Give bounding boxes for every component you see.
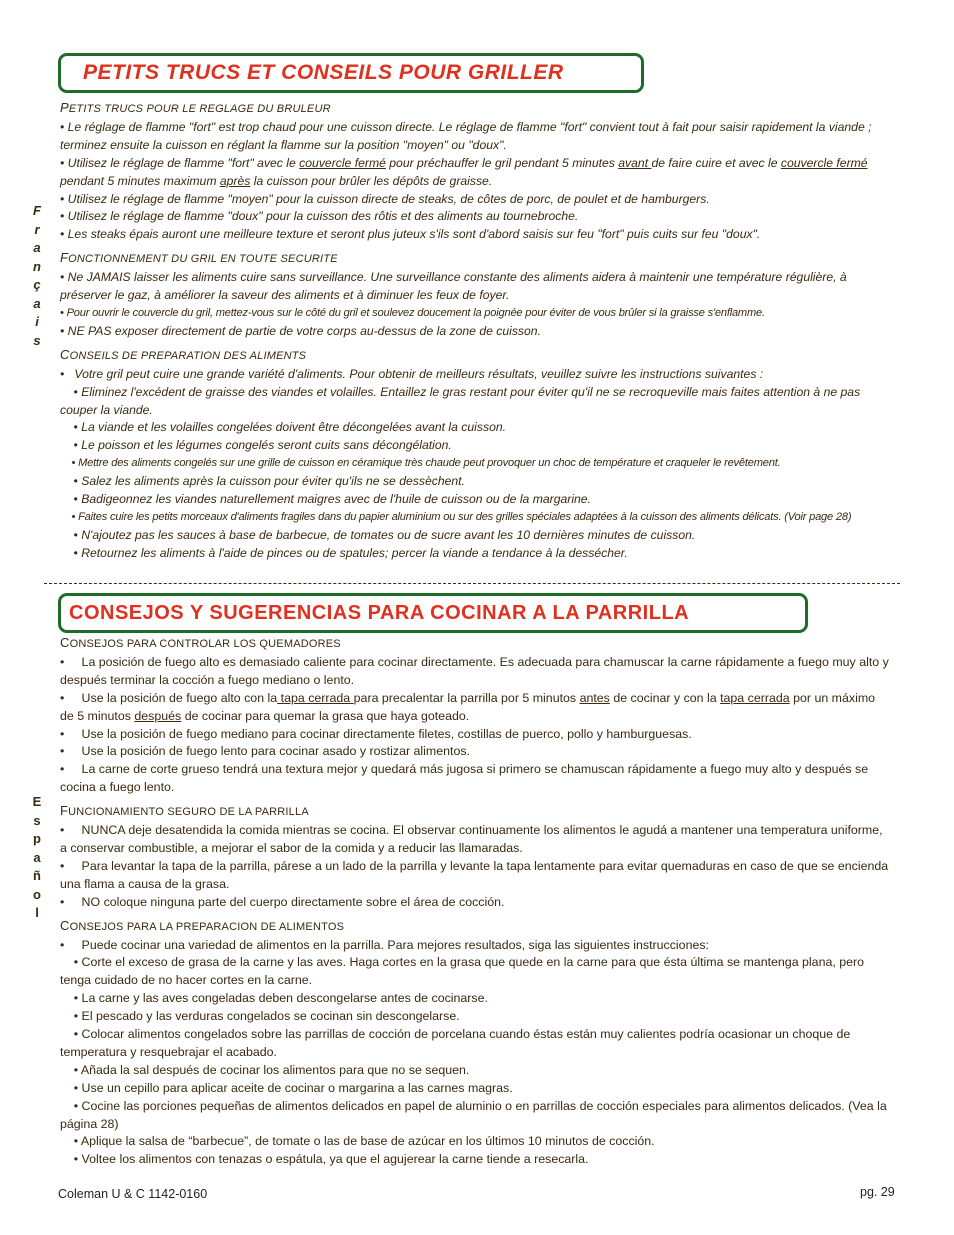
spanish-subheading-preparation bbox=[60, 917, 892, 937]
bullet: • Use un cepillo para aplicar aceite de cocinar o margarina a las carnes magras. bbox=[60, 1080, 513, 1095]
bullet: • Añada la sal después de cocinar los alimentos para que no se sequen. bbox=[60, 1062, 470, 1077]
bullet: • Faites cuire les petits morceaux d'aliments fragiles dans du papier aluminium ou sur des grilles spéciales adaptées à la cuisson des aliments délicats. (Voir page 28) bbox=[60, 510, 852, 523]
bullet-text: pour préchauffer le gril pendant 5 minutes bbox=[385, 155, 619, 170]
side-letter: a bbox=[33, 849, 41, 865]
subheading-initial: F bbox=[60, 803, 69, 819]
subheading-initial: P bbox=[60, 100, 69, 115]
underlined-text: tapa cerrada bbox=[720, 690, 790, 705]
bullet: • Le réglage de flamme "fort" est trop chaud pour une cuisson directe. Le réglage de flamme "fort" convient tout à fait pour saisir rapidement la viande ; terminez ensuite la cuisson en réglant la flamme sur la position "moyen" ou "doux". bbox=[60, 119, 872, 152]
side-letter: o bbox=[33, 886, 41, 902]
bullet: • Retournez les aliments à l'aide de pinces ou de spatules; percer la viande a tendance à la dessécher. bbox=[60, 545, 628, 560]
bullet-text: de faire cuire et avec le bbox=[651, 155, 781, 170]
french-subheading-safety bbox=[60, 249, 892, 269]
bullet: • N'ajoutez pas les sauces à base de barbecue, de tomates ou de sucre avant les 10 dernières minutes de cuisson. bbox=[60, 527, 696, 542]
side-letter: ñ bbox=[33, 868, 41, 883]
side-letter: p bbox=[33, 831, 41, 846]
bullet-text: de cocinar para quemar la grasa que haya goteado. bbox=[181, 708, 470, 723]
side-letter: l bbox=[35, 905, 39, 920]
bullet: • Utilisez le réglage de flamme "moyen" pour la cuisson directe de steaks, de côtes de porc, de poulet et de hamburgers. bbox=[60, 191, 710, 206]
bullet-text: la cuisson pour brûler les dépôts de graisse. bbox=[250, 173, 493, 188]
french-title-text: PETITS TRUCS ET CONSEILS POUR GRILLER bbox=[83, 61, 564, 84]
bullet: • Aplique la salsa de “barbecue”, de tomate o las de base de azúcar en los últimos 10 minutos de cocción. bbox=[60, 1134, 655, 1149]
spanish-subheading-safety bbox=[60, 802, 892, 822]
side-letter: r bbox=[34, 221, 40, 237]
subheading-rest: ONCTIONNEMENT DU GRIL EN TOUTE SECURITE bbox=[68, 253, 338, 266]
underlined-text: antes bbox=[579, 690, 610, 705]
bullet: • Salez les aliments après la cuisson pour éviter qu'ils ne se dessèchent. bbox=[60, 474, 465, 489]
subheading-rest: ETITS TRUCS POUR LE REGLAGE DU BRULEUR bbox=[68, 103, 331, 115]
bullet: • Utilisez le réglage de flamme "doux" pour la cuisson des rôtis et des aliments au tournebroche. bbox=[60, 209, 579, 224]
bullet: • Eliminez l'excédent de graisse des viandes et volailles. Entaillez le gras restant pour éviter qu'il ne se recroqueville mais faites attention à ne pas couper la viande. bbox=[60, 384, 864, 417]
spanish-subheading-burners bbox=[60, 634, 892, 654]
subheading-initial: C bbox=[60, 635, 70, 650]
bullet: • Les steaks épais auront une meilleure texture et seront plus juteux s'ils sont d'abord saisis sur feu "fort" puis cuits sur feu "doux". bbox=[60, 227, 761, 242]
spanish-title-text: CONSEJOS Y SUGERENCIAS PARA COCINAR A LA PARRILLA bbox=[69, 601, 690, 624]
footer-document-id: Coleman U & C 1142-0160 bbox=[58, 1187, 208, 1201]
underlined-text: tapa cerrada bbox=[277, 690, 354, 705]
spanish-section-title bbox=[58, 593, 808, 633]
bullet-text: para precalentar la parrilla por 5 minutos bbox=[353, 690, 580, 705]
bullet: • Voltee los alimentos con tenazas o espátula, ya que el agujerear la carne tiende a resecarla. bbox=[60, 1152, 589, 1167]
side-label-francais bbox=[28, 202, 46, 350]
underlined-text: avant bbox=[618, 155, 652, 170]
side-letter: F bbox=[33, 203, 41, 218]
bullet: • La carne de corte grueso tendrá una textura mejor y quedará más jugosa si primero se chamuscan rápidamente a fuego muy alto y después se cocina a fuego lento. bbox=[60, 762, 872, 795]
footer-page-number: pg. 29 bbox=[860, 1185, 895, 1199]
bullet: • Corte el exceso de grasa de la carne y las aves. Haga cortes en la grasa que quede en la carne para que ésta última se mantenga plana, pero tenga cuidado de no hacer cortes en la carne. bbox=[60, 955, 868, 988]
french-section-title bbox=[58, 53, 644, 93]
side-letter: E bbox=[32, 794, 42, 809]
french-content bbox=[60, 99, 892, 563]
side-label-espanol bbox=[28, 793, 46, 923]
side-letter: a bbox=[33, 295, 41, 311]
bullet: • NE PAS exposer directement de partie de votre corps au-dessus de la zone de cuisson. bbox=[60, 323, 541, 338]
underlined-text: couvercle fermé bbox=[299, 155, 386, 170]
bullet: • Ne JAMAIS laisser les aliments cuire sans surveillance. Une surveillance constante des aliments aidera à maintenir une température régulière, à préserver le gaz, à améliorer la saveur des aliments et à diminuer les feux de foyer. bbox=[60, 270, 847, 303]
bullet-text: • Utilisez le réglage de flamme "fort" avec le bbox=[60, 155, 300, 170]
subheading-rest: ONSEJOS PARA CONTROLAR LOS QUEMADORES bbox=[69, 638, 341, 650]
spanish-content bbox=[60, 634, 892, 1169]
underlined-text: couvercle fermé bbox=[780, 155, 868, 170]
bullet-text: de cocinar y con la bbox=[609, 690, 721, 705]
bullet: • La carne y las aves congeladas deben descongelarse antes de cocinarse. bbox=[60, 991, 488, 1006]
side-letter: i bbox=[35, 314, 39, 329]
bullet: • La viande et les volailles congelées doivent être décongelées avant la cuisson. bbox=[60, 420, 507, 435]
side-letter: ç bbox=[33, 277, 41, 292]
subheading-rest: UNCIONAMIENTO SEGURO DE LA PARRILLA bbox=[68, 806, 309, 819]
section-divider bbox=[44, 583, 900, 584]
bullet: • Puede cocinar una variedad de alimentos en la parrilla. Para mejores resultados, siga las siguientes instrucciones: bbox=[60, 937, 709, 952]
bullet: • Para levantar la tapa de la parrilla, párese a un lado de la parrilla y levante la tapa lentamente para evitar quemaduras en caso de que se encienda una flama a causa de la grasa. bbox=[60, 858, 892, 891]
bullet bbox=[60, 155, 892, 191]
subheading-initial: C bbox=[60, 917, 70, 933]
subheading-initial: C bbox=[60, 346, 70, 362]
bullet: • Colocar alimentos congelados sobre las parrillas de cocción de porcelana cuando éstas están muy calientes podría ocasionar un choque de temperatura y resquebrajar el acabado. bbox=[60, 1027, 854, 1059]
bullet: • Le poisson et les légumes congelés seront cuits sans décongélation. bbox=[60, 438, 452, 453]
bullet-text: pendant 5 minutes maximum bbox=[60, 173, 220, 188]
bullet: • Badigeonnez les viandes naturellement maigres avec de l'huile de cuisson ou de la margarine. bbox=[60, 492, 591, 507]
bullet: • Cocine las porciones pequeñas de alimentos delicados en papel de aluminio o en parrillas de cocción especiales para alimentos delicados. (Vea la página 28) bbox=[60, 1098, 891, 1131]
bullet-text: • Use la posición de fuego alto con la bbox=[60, 690, 278, 705]
subheading-rest: ONSEJOS PARA LA PREPARACION DE ALIMENTOS bbox=[69, 920, 345, 933]
subheading-initial: F bbox=[60, 250, 69, 266]
side-letter: n bbox=[33, 258, 41, 274]
underlined-text: después bbox=[134, 708, 182, 723]
underlined-text: après bbox=[219, 173, 251, 188]
bullet: • Pour ouvrir le couvercle du gril, mettez-vous sur le côté du gril et soulevez doucement la poignée pour éviter de vous brûler si la graisse s'enflamme. bbox=[60, 306, 765, 319]
bullet: • NUNCA deje desatendida la comida mientras se cocina. El observar continuamente los alimentos le agudá a mantener una temperatura uniforme, a conservar combustible, a mejorar el sabor de la comida y a reducir las llamaradas. bbox=[60, 823, 887, 855]
bullet: • Use la posición de fuego mediano para cocinar directamente filetes, costillas de puerco, pollo y hamburguesas. bbox=[60, 726, 692, 741]
side-letter: s bbox=[33, 332, 41, 348]
bullet: • NO coloque ninguna parte del cuerpo directamente sobre el área de cocción. bbox=[60, 894, 505, 909]
bullet: • Use la posición de fuego lento para cocinar asado y rostizar alimentos. bbox=[60, 744, 471, 759]
subheading-rest: ONSEILS DE PREPARATION DES ALIMENTS bbox=[69, 349, 307, 362]
french-subheading-preparation bbox=[60, 346, 892, 366]
bullet: • Mettre des aliments congelés sur une grille de cuisson en céramique très chaude peut provoquer un choc de température et craqueler le revêtement. bbox=[60, 457, 781, 470]
side-letter: s bbox=[33, 812, 41, 828]
french-subheading-burner bbox=[60, 99, 892, 119]
bullet bbox=[60, 690, 892, 726]
bullet-text: por un máximo de 5 minutos bbox=[60, 690, 879, 723]
bullet: • El pescado y las verduras congelados se cocinan sin descongelarse. bbox=[60, 1009, 460, 1024]
bullet: • La posición de fuego alto es demasiado caliente para cocinar directamente. Es adecuada para chamuscar la carne rápidamente a fuego muy alto y después terminar la cocción a fuego mediano o lento. bbox=[60, 654, 893, 687]
bullet: • Votre gril peut cuire une grande variété d'aliments. Pour obtenir de meilleurs résultats, veuillez suivre les instructions suivantes : bbox=[60, 366, 764, 381]
side-letter: a bbox=[33, 240, 41, 255]
